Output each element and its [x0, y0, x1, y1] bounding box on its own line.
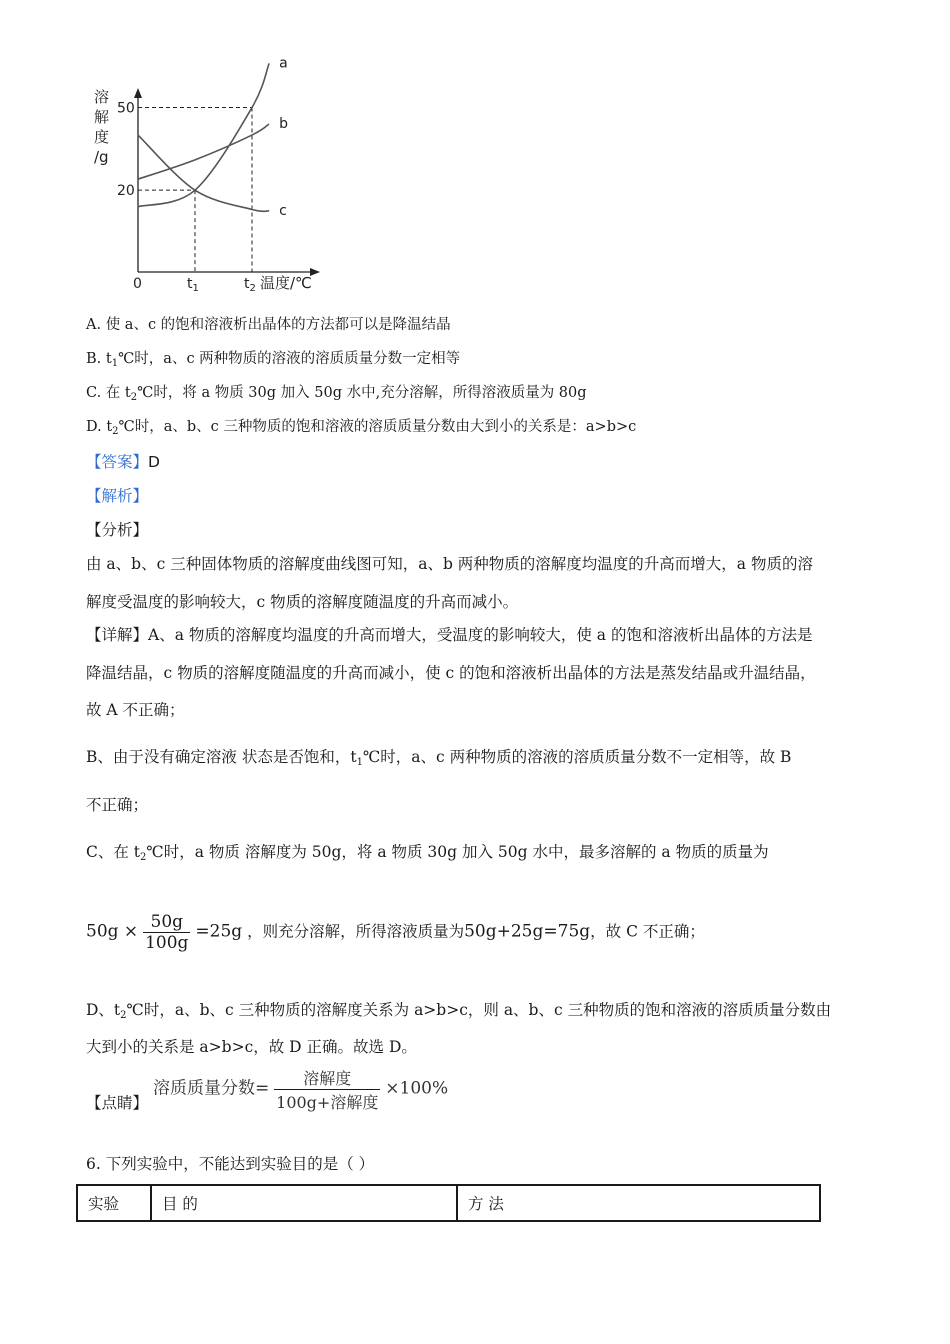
answer-value: D — [148, 453, 160, 471]
option-c: C. 在 $t_2℃$时，将 a 物质 30g 加入 50g 水中,充分溶解，所得溶液质量为 80g — [86, 385, 587, 403]
detail-label: 【详解】 — [86, 626, 149, 644]
table-header-cell: 实验 — [77, 1185, 151, 1221]
detail-b-line-1: B、由于没有确定溶液 状态是否饱和，$t_1℃$时，a、c 两种物质的溶液的溶质质量分数不一定相等，故 B — [86, 748, 792, 768]
y-axis-arrow — [134, 88, 142, 98]
detail-line-3: 故 A 不正确； — [86, 701, 185, 719]
detail-c-line-1: C、在 $t_2℃$时，a 物质 溶解度为 50g，将 a 物质 30g 加入 50g 水中，最多溶解的 a 物质的质量为 — [86, 843, 769, 863]
detail-line-1: 【详解】A、a 物质的溶解度均温度的升高而增大，受温度的影响较大，使 a 的饱和溶液析出晶体的方法是 — [86, 626, 813, 644]
answer — [86, 450, 160, 472]
y-tick-label: 50 — [117, 100, 135, 117]
table-row — [77, 1185, 820, 1221]
series-label-b: b — [279, 116, 288, 133]
series-line-a — [138, 63, 269, 206]
tip-formula-lhs: 溶质质量分数= — [152, 1078, 270, 1099]
solubility-chart — [80, 55, 340, 300]
experiment-table — [76, 1184, 821, 1222]
jiexi-label: 【解析】 — [86, 487, 149, 505]
table-header-cell: 目 的 — [151, 1185, 457, 1221]
x-axis-label: 温度/℃ — [260, 274, 312, 292]
fenxi-label: 【分析】 — [86, 521, 149, 539]
series-label-c: c — [279, 202, 287, 219]
formula-result: =25g — [195, 921, 243, 942]
tip — [86, 1066, 448, 1113]
analysis-line-1: 由 a、b、c 三种固体物质的溶解度曲线图可知，a、b 两种物质的溶解度均温度的升高而增大，a 物质的溶 — [86, 555, 813, 573]
y-axis-label: 溶解度/g — [94, 88, 110, 166]
x-tick-label: $t_2$ — [244, 276, 256, 294]
detail-d-line-1: D、$t_2℃$时，a、b、c 三种物质的溶解度关系为 a>b>c，则 a、b、c 三种物质的饱和溶液的溶质质量分数由 — [86, 1001, 832, 1021]
table-header-cell: 方 法 — [457, 1185, 820, 1221]
formula-fraction: $\frac{50g}{100g}$ — [145, 912, 189, 953]
analysis-line-2: 解度受温度的影响较大，c 物质的溶解度随温度的升高而减小。 — [86, 593, 519, 611]
series-line-b — [138, 124, 269, 179]
answer-label: 【答案】 — [86, 453, 149, 471]
option-a: A. 使 a、c 的饱和溶液析出晶体的方法都可以是降温结晶 — [86, 317, 451, 333]
origin-label: 0 — [133, 276, 142, 292]
option-d: D. $t_2℃$时，a、b、c 三种物质的饱和溶液的溶质质量分数由大到小的关系是：a>b>c — [86, 419, 637, 437]
tip-label: 【点睛】 — [86, 1093, 149, 1112]
formula-total: 50g+25g=75g — [464, 921, 591, 942]
tip-formula-fraction: $\frac{\text{溶解度}}{\text{100g+溶解度}}$ — [274, 1066, 380, 1113]
x-tick-label: $t_1$ — [187, 276, 199, 294]
option-b: B. $t_1℃$时，a、c 两种物质的溶液的溶质质量分数一定相等 — [86, 351, 461, 369]
question-6-stem: 6. 下列实验中，不能达到实验目的是（ ） — [86, 1155, 375, 1173]
detail-c-formula-line: 50g × $\frac{50g}{100g}$ =25g ，则充分溶解，所得溶液质量为50g+25g=75g，故 C 不正确； — [86, 912, 705, 953]
series-label-a: a — [279, 55, 288, 72]
y-tick-label: 20 — [117, 183, 135, 200]
detail-d-line-2: 大到小的关系是 a>b>c，故 D 正确。故选 D。 — [86, 1038, 417, 1056]
formula-lhs: 50g × — [86, 921, 139, 942]
detail-line-2: 降温结晶，c 物质的溶解度随温度的升高而减小，使 c 的饱和溶液析出晶体的方法是蒸发结晶或升温结晶， — [86, 664, 816, 682]
detail-b-line-2: 不正确； — [86, 796, 149, 814]
tip-formula-rhs: ×100% — [385, 1078, 449, 1099]
